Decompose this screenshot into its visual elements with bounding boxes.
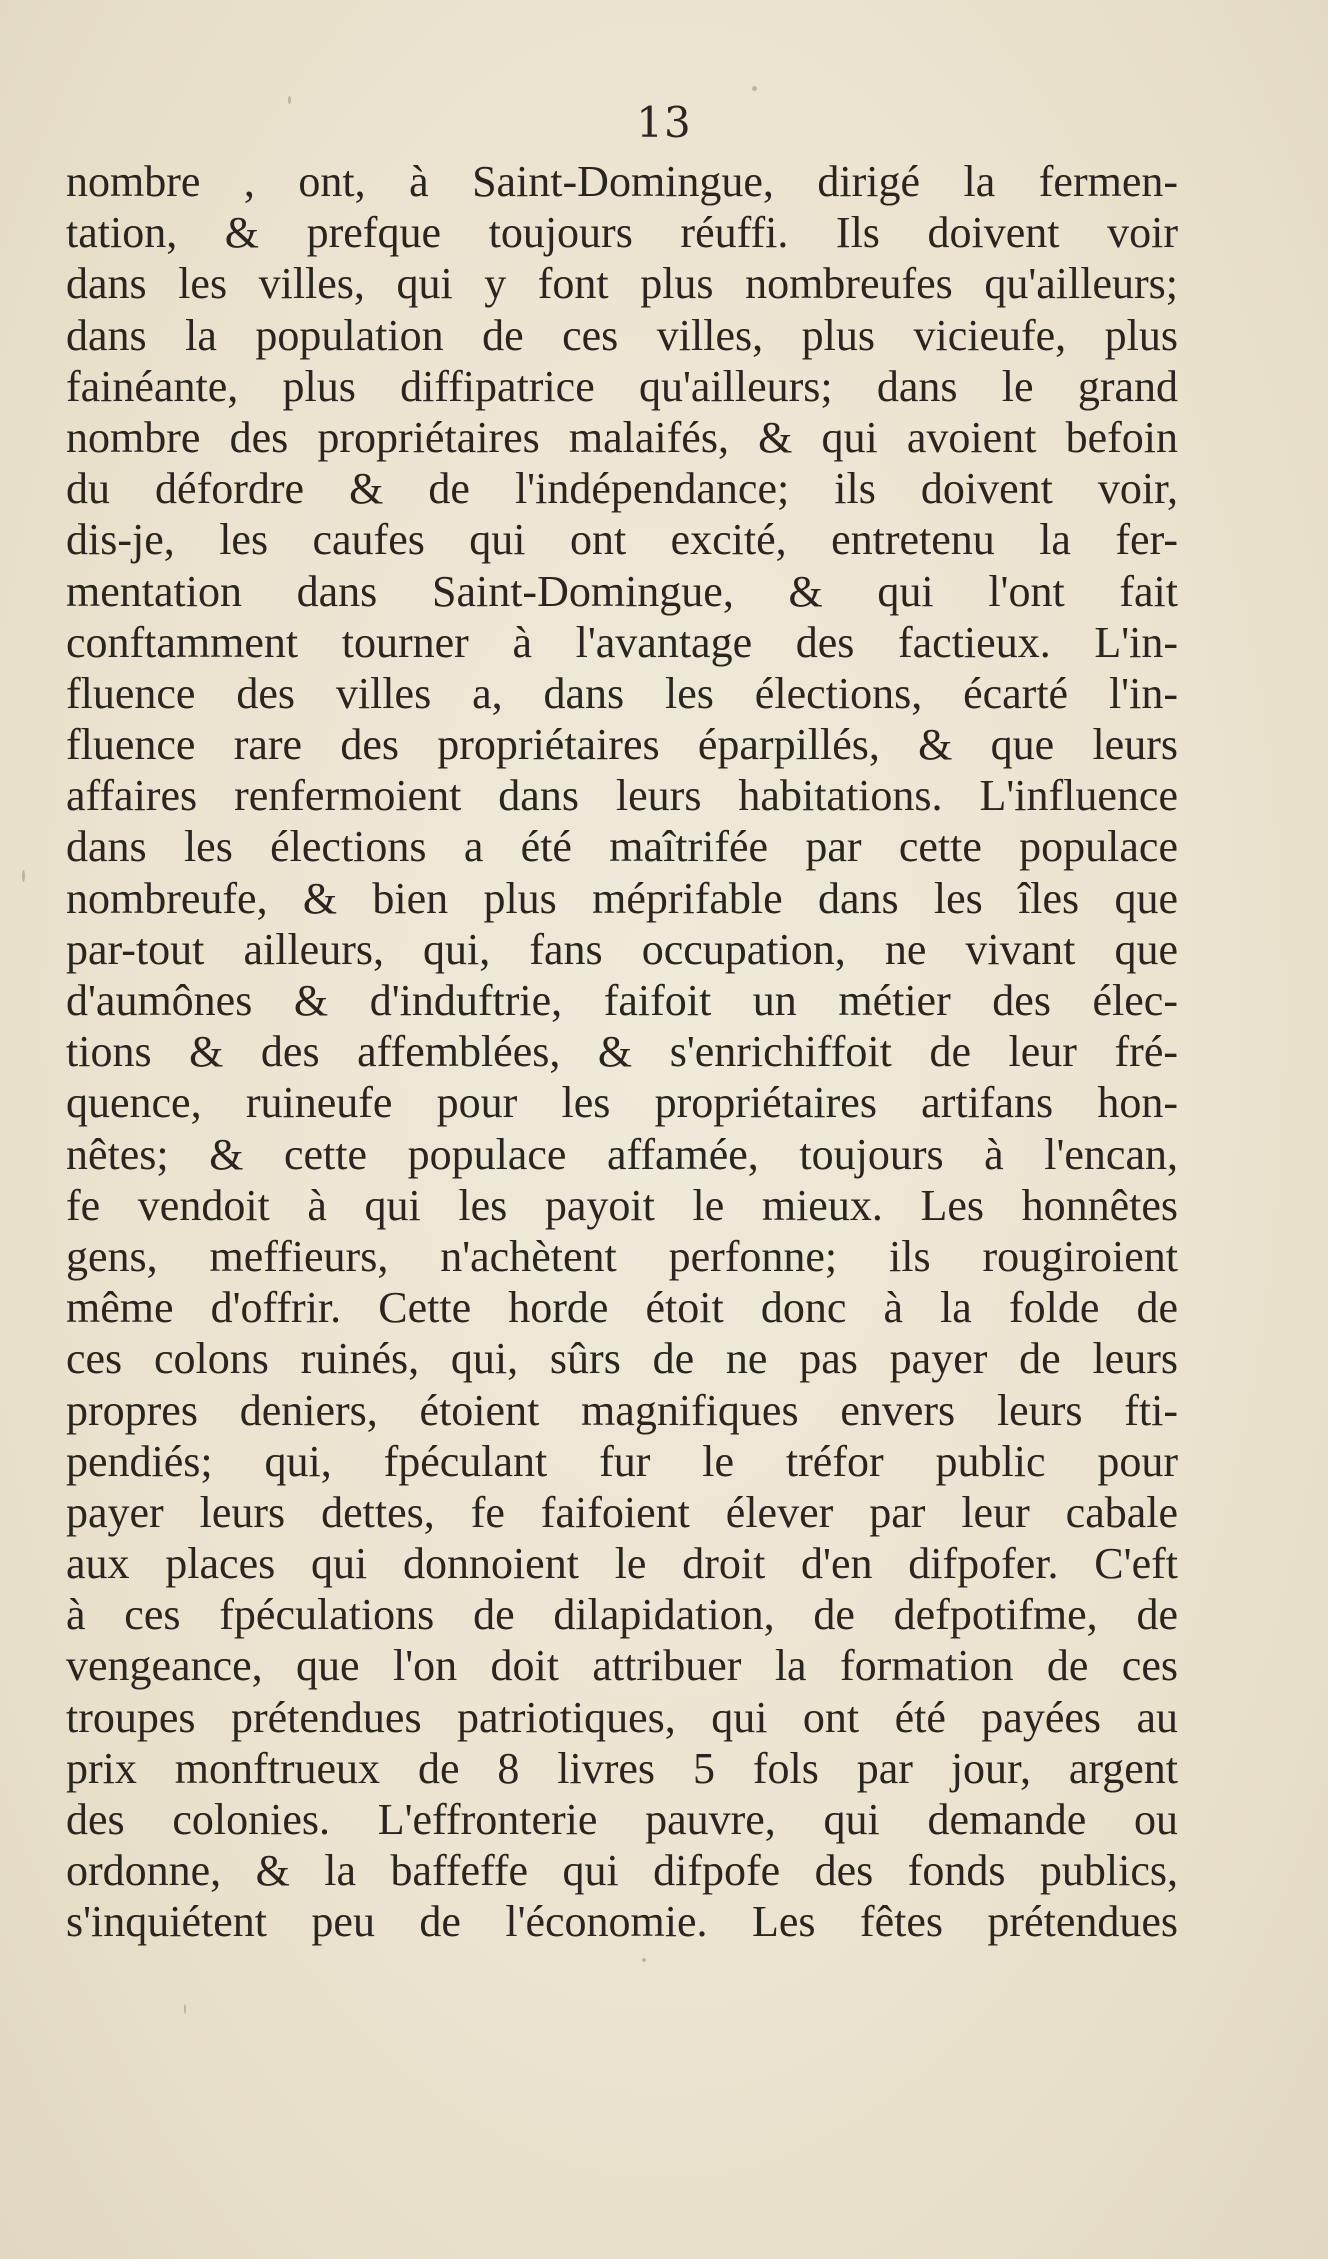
text-line: aux places qui donnoient le droit d'en difpofer. C'eft (66, 1539, 1178, 1589)
text-line: d'aumônes & d'induftrie, faifoit un métier des élec- (66, 976, 1178, 1025)
text-line: tions & des affemblées, & s'enrichiffoit de leur fré- (66, 1027, 1178, 1077)
text-line: vengeance, que l'on doit attribuer la formation de ces (66, 1641, 1178, 1691)
text-line: fe vendoit à qui les payoit le mieux. Les honnêtes (66, 1180, 1178, 1230)
text-line: fluence rare des propriétaires éparpillés, & que leurs (66, 720, 1178, 770)
text-line: nombreufe, & bien plus méprifable dans les îles que (66, 873, 1178, 923)
text-line: même d'offrir. Cette horde étoit donc à la folde de (66, 1283, 1178, 1333)
text-line: nêtes; & cette populace affamée, toujours à l'encan, (66, 1129, 1178, 1179)
text-line: des colonies. L'effronterie pauvre, qui demande ou (66, 1795, 1178, 1844)
text-line: s'inquiétent peu de l'économie. Les fêtes prétendues (66, 1897, 1178, 1947)
paper-speck (184, 2004, 186, 2014)
text-line: ordonne, & la baffeffe qui difpofe des fonds publics, (66, 1846, 1178, 1896)
text-line: nombre des propriétaires malaifés, & qui avoient befoin (66, 412, 1178, 462)
text-line: fluence des villes a, dans les élections, écarté l'in- (66, 668, 1178, 718)
paper-speck (642, 1958, 646, 1962)
text-line: payer leurs dettes, fe faifoient élever par leur cabale (66, 1487, 1178, 1537)
text-line: à ces fpéculations de dilapidation, de defpotifme, de (66, 1590, 1178, 1640)
text-line: quence, ruineufe pour les propriétaires artifans hon- (66, 1078, 1178, 1128)
paper-speck (22, 870, 25, 882)
text-line: dans les villes, qui y font plus nombreufes qu'ailleurs; (66, 259, 1178, 309)
text-line: nombre , ont, à Saint-Domingue, dirigé la fermen- (66, 157, 1178, 206)
text-line: dans la population de ces villes, plus vicieufe, plus (66, 310, 1178, 360)
text-line: conftamment tourner à l'avantage des factieux. L'in- (66, 617, 1178, 667)
text-line: mentation dans Saint-Domingue, & qui l'ont fait (66, 566, 1178, 616)
text-line: ces colons ruinés, qui, sûrs de ne pas payer de leurs (66, 1334, 1178, 1384)
text-line: dans les élections a été maîtrifée par cette populace (66, 822, 1178, 872)
text-line: propres deniers, étoient magnifiques envers leurs fti- (66, 1385, 1178, 1435)
text-line: fainéante, plus diffipatrice qu'ailleurs; dans le grand (66, 361, 1178, 411)
text-line: affaires renfermoient dans leurs habitations. L'influence (66, 771, 1178, 821)
text-line: par-tout ailleurs, qui, fans occupation, ne vivant que (66, 924, 1178, 974)
paper-speck (752, 86, 757, 91)
text-line: du défordre & de l'indépendance; ils doivent voir, (66, 464, 1178, 514)
text-line: prix monftrueux de 8 livres 5 fols par jour, argent (66, 1743, 1178, 1793)
text-line: gens, meffieurs, n'achètent perfonne; ils rougiroient (66, 1231, 1178, 1281)
text-line: tation, & prefque toujours réuffi. Ils doivent voir (66, 208, 1178, 258)
page-number: 13 (636, 98, 692, 147)
body-text (66, 156, 1178, 1948)
paper-speck (288, 96, 291, 104)
text-line: pendiés; qui, fpéculant fur le tréfor public pour (66, 1436, 1178, 1486)
text-line: dis-je, les caufes qui ont excité, entretenu la fer- (66, 515, 1178, 565)
text-line: troupes prétendues patriotiques, qui ont été payées au (66, 1692, 1178, 1742)
